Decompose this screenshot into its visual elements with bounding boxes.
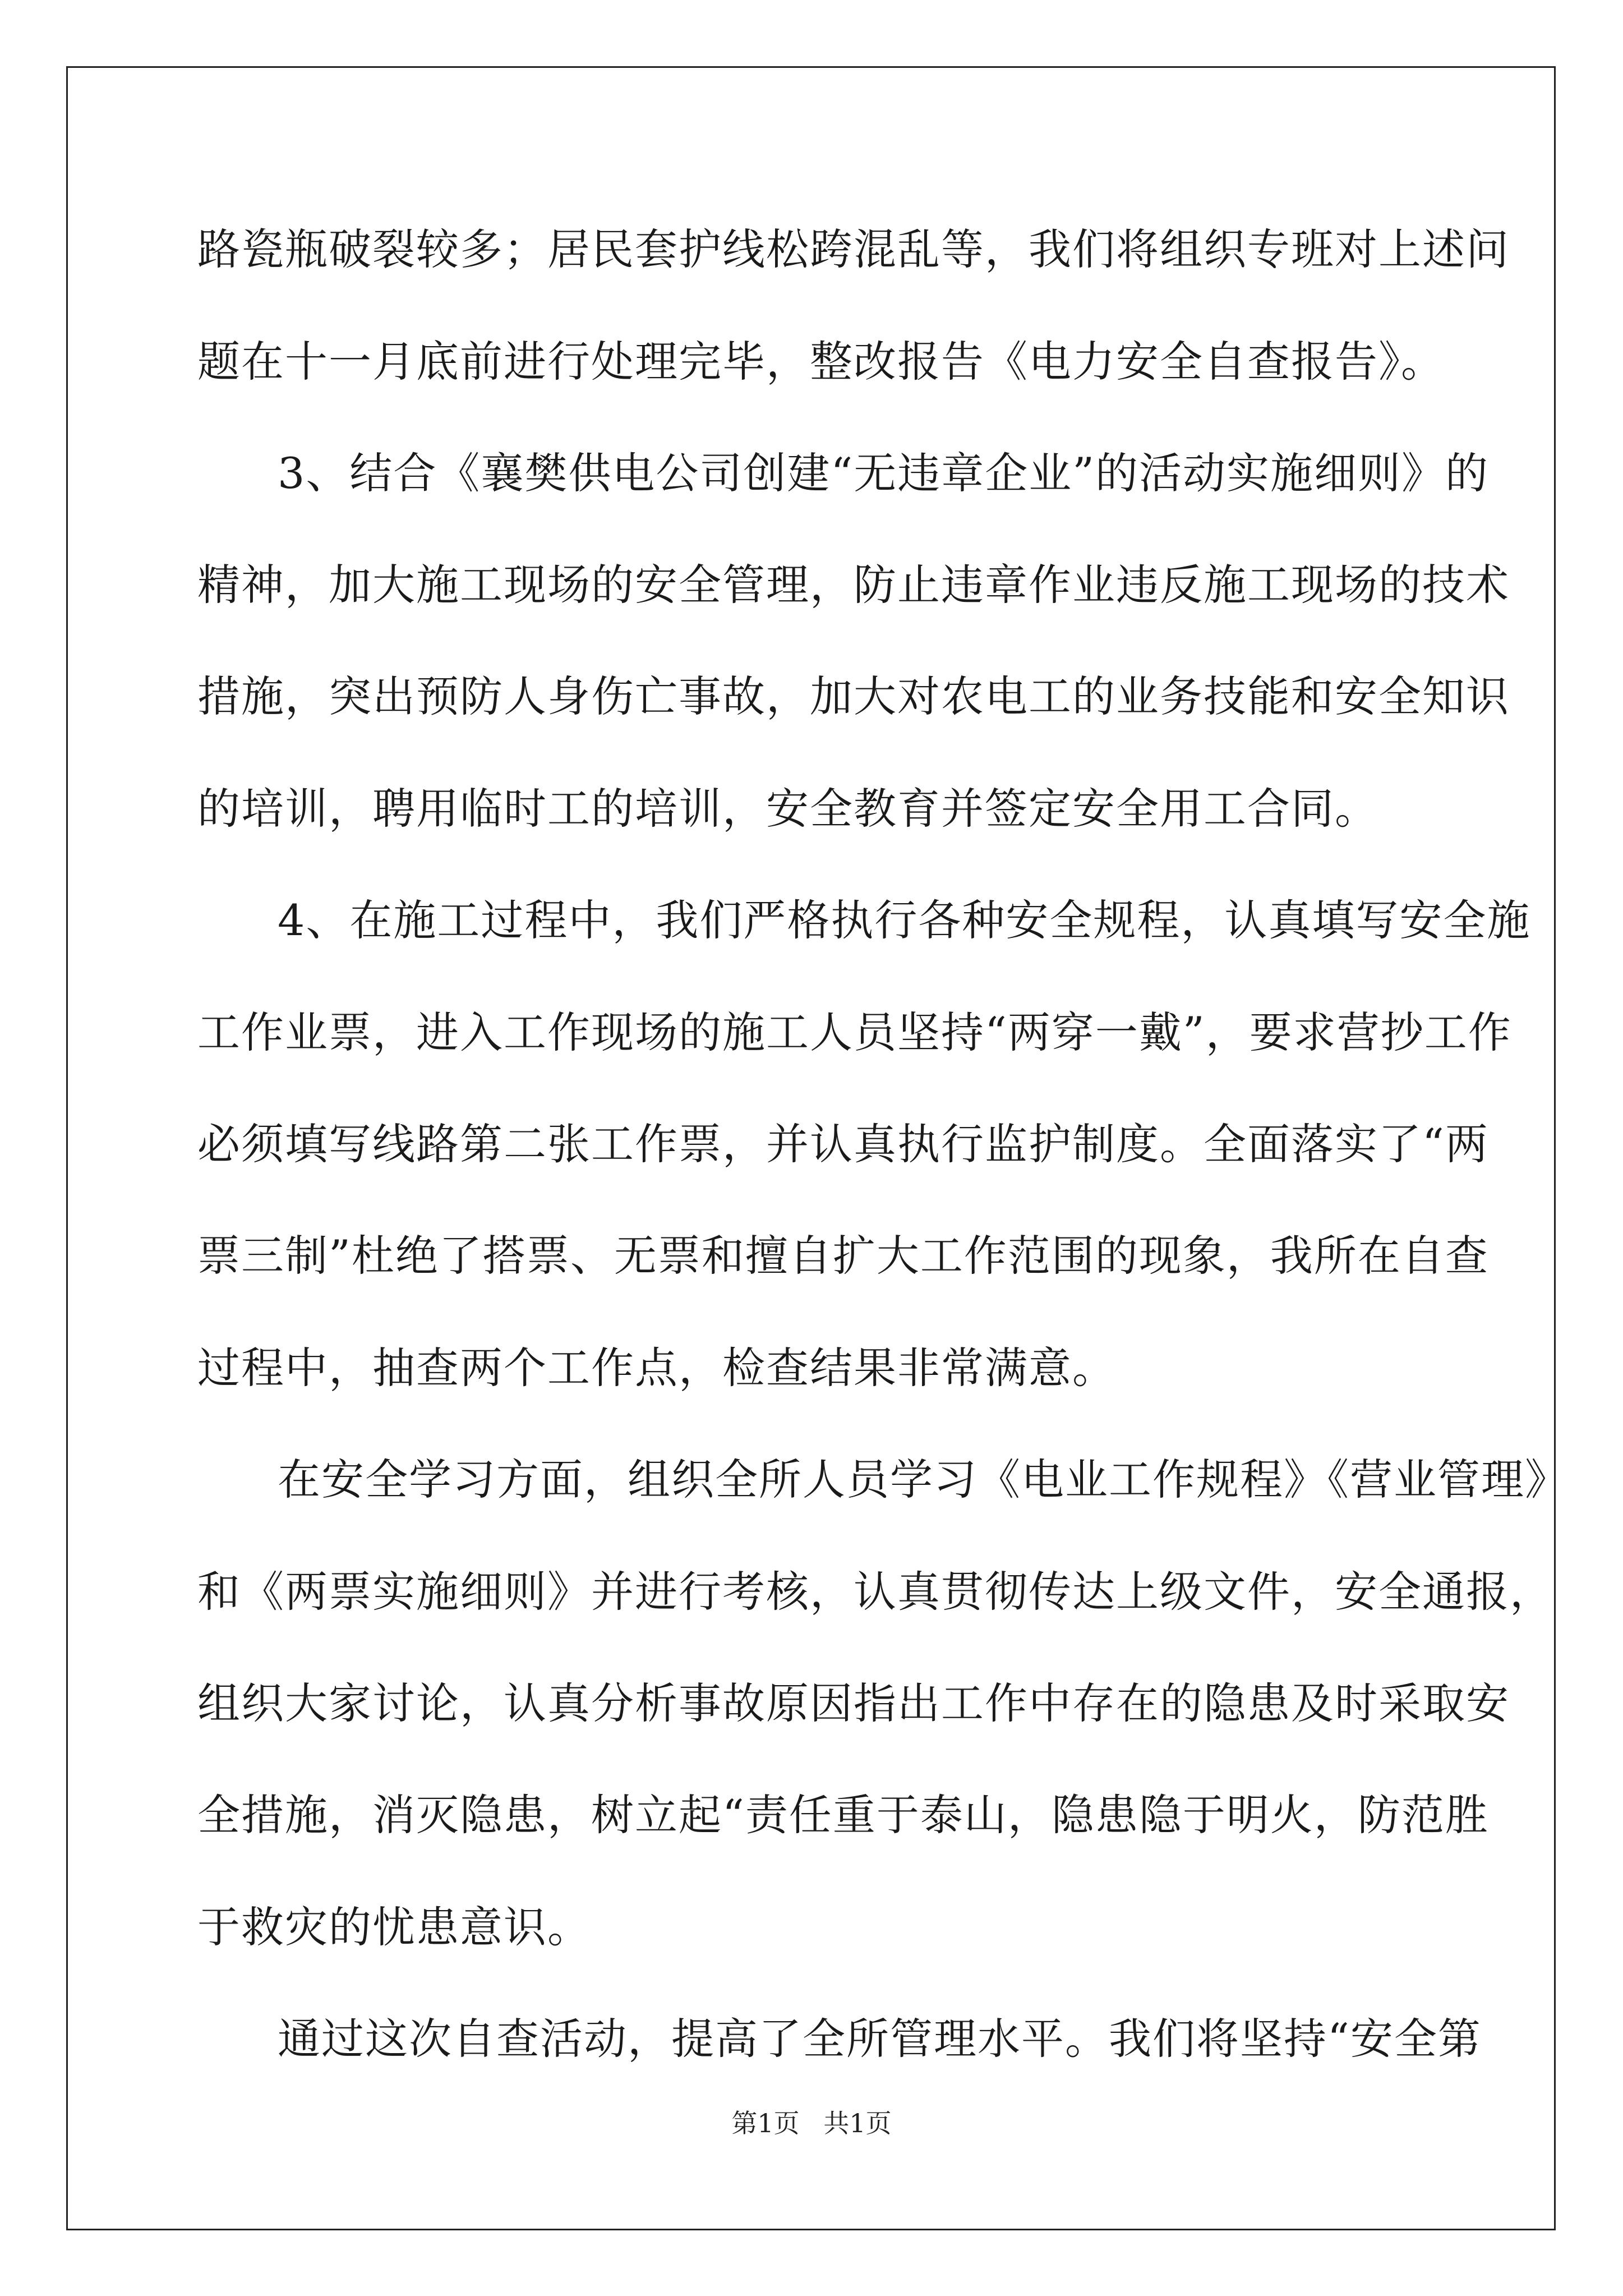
text-line: 在安全学习方面，组织全所人员学习《电业工作规程》《营业管理》 [278,1455,1569,1504]
text-line: 工作业票，进入工作现场的施工人员坚持“两穿一戴”，要求营抄工作 [197,1007,1512,1057]
text-line: 票三制”杜绝了搭票、无票和擅自扩大工作范围的现象，我所在自查 [197,1231,1489,1281]
text-line: 于救灾的忧患意识。 [197,1902,591,1952]
text-line: 必须填写线路第二张工作票，并认真执行监护制度。全面落实了“两 [197,1119,1489,1169]
text-line: 精神，加大施工现场的安全管理，防止违章作业违反施工现场的技术 [197,560,1510,610]
text-line: 和《两票实施细则》并进行考核，认真贯彻传达上级文件，安全通报， [197,1567,1553,1617]
page-number: 第1页 [731,2108,800,2138]
text-line: 全措施，消灭隐患，树立起“责任重于泰山，隐患隐于明火，防范胜 [197,1790,1489,1840]
text-line: 题在十一月底前进行处理完毕，整改报告《电力安全自查报告》。 [197,337,1445,386]
text-line: 过程中，抽查两个工作点，检查结果非常满意。 [197,1343,1116,1393]
text-line: 组织大家讨论，认真分析事故原因指出工作中存在的隐患及时采取安 [197,1678,1510,1728]
page-total: 共1页 [823,2108,892,2138]
text-line: 措施，突出预防人身伤亡事故，加大对农电工的业务技能和安全知识 [197,671,1510,721]
text-line: 3、结合《襄樊供电公司创建“无违章企业”的活动实施细则》的 [278,448,1490,498]
text-line: 路瓷瓶破裂较多；居民套护线松跨混乱等，我们将组织专班对上述问 [197,224,1510,274]
page-footer [0,2106,1623,2140]
text-line: 通过这次自查活动，提高了全所管理水平。我们将坚持“安全第 [278,2014,1482,2064]
text-line: 4、在施工过程中，我们严格执行各种安全规程，认真填写安全施 [278,895,1531,945]
text-line: 的培训，聘用临时工的培训，安全教育并签定安全用工合同。 [197,784,1378,834]
